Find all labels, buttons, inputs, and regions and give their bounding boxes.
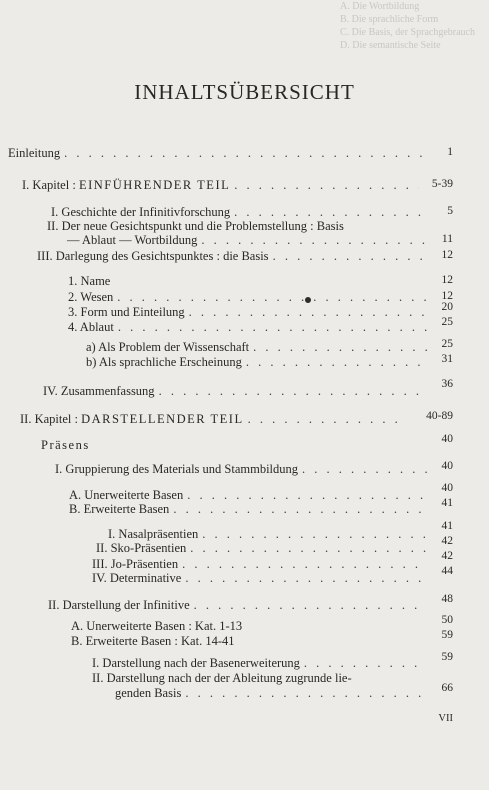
- toc-page: 25: [441, 316, 453, 328]
- toc-page: 44: [441, 565, 453, 577]
- toc-entry: I. Darstellung nach der Basenerweiterung . . .: [92, 656, 427, 671]
- toc-page: 42: [441, 550, 453, 562]
- toc-entry: a) Als Problem der Wissenschaft . . .: [86, 340, 427, 355]
- toc-entry: A. Unerweiterte Basen : Kat. 1-13: [71, 619, 243, 633]
- toc-entry: — Ablaut — Wortbildung . . .: [67, 233, 427, 248]
- toc-page: 12: [441, 274, 453, 286]
- toc-page: 42: [441, 535, 453, 547]
- toc-entry: II. Darstellung der Infinitive . . .: [48, 598, 427, 613]
- toc-page: 59: [441, 651, 453, 663]
- toc-chapter: II. Kapitel : DARSTELLENDER TEIL . . .: [20, 412, 403, 427]
- toc-page: 11: [441, 233, 453, 245]
- toc-entry: III. Darlegung des Gesichtspunktes : die Basis . . .: [37, 249, 427, 264]
- toc-entry: Einleitung . . .: [8, 146, 427, 161]
- toc-page: 41: [441, 520, 453, 532]
- toc-page: 66: [441, 682, 453, 694]
- toc-page: 40: [441, 482, 453, 494]
- toc-page: 5: [447, 205, 453, 217]
- ink-spot: [305, 297, 311, 303]
- toc-page: 59: [441, 629, 453, 641]
- toc-section: Präsens: [41, 438, 90, 452]
- toc-entry: 1. Name: [68, 274, 111, 288]
- toc-page: 40: [441, 460, 453, 472]
- bleed-through-text: [340, 0, 489, 60]
- toc-page: 12: [441, 249, 453, 261]
- toc-entry: B. Erweiterte Basen . . .: [69, 502, 427, 517]
- toc-entry: IV. Zusammenfassung . . .: [43, 384, 427, 399]
- toc-page: 31: [441, 353, 453, 365]
- toc-entry: IV. Determinative . . .: [92, 571, 427, 586]
- page-number: VII: [438, 713, 453, 724]
- toc-entry: 2. Wesen . . .: [68, 290, 427, 305]
- bleed-line: D. Die semantische Seite: [340, 40, 441, 51]
- toc-entry: II. Der neue Gesichtspunkt und die Problemstellung : Basis: [47, 219, 344, 233]
- toc-chapter: I. Kapitel : EINFÜHRENDER TEIL . . .: [22, 178, 419, 193]
- toc-entry: B. Erweiterte Basen : Kat. 14-41: [71, 634, 235, 648]
- toc-entry: b) Als sprachliche Erscheinung . . .: [86, 355, 427, 370]
- toc-entry: I. Gruppierung des Materials und Stammbildung . . .: [55, 462, 427, 477]
- bleed-line: C. Die Basis, der Sprachgebrauch: [340, 27, 475, 38]
- toc-page: 40: [441, 433, 453, 445]
- toc-page: 20: [441, 301, 453, 313]
- toc-entry: A. Unerweiterte Basen . . .: [69, 488, 427, 503]
- toc-entry: II. Darstellung nach der der Ableitung zugrunde lie-: [92, 671, 352, 685]
- toc-page: 12: [441, 290, 453, 302]
- toc-entry: 4. Ablaut . . .: [68, 320, 427, 335]
- toc-entry: 3. Form und Einteilung . . .: [68, 305, 427, 320]
- toc-entry: genden Basis . . .: [115, 686, 427, 701]
- toc-page: 1: [447, 146, 453, 158]
- toc-page: 5-39: [431, 178, 453, 190]
- toc-page: 40-89: [426, 410, 453, 422]
- toc-entry: I. Geschichte der Infinitivforschung . . .: [51, 205, 427, 220]
- bleed-line: A. Die Wortbildung: [340, 1, 420, 12]
- toc-page: 50: [441, 614, 453, 626]
- bleed-line: B. Die sprachliche Form: [340, 14, 439, 25]
- toc-entry: I. Nasalpräsentien . . .: [108, 527, 427, 542]
- toc-entry: II. Sko-Präsentien . . .: [96, 541, 427, 556]
- toc-page: 36: [441, 378, 453, 390]
- toc-page: 41: [441, 497, 453, 509]
- toc-entry: III. Jo-Präsentien . . .: [92, 557, 427, 572]
- page-title: INHALTSÜBERSICHT: [134, 80, 355, 104]
- toc-page: 25: [441, 338, 453, 350]
- toc-page: 48: [441, 593, 453, 605]
